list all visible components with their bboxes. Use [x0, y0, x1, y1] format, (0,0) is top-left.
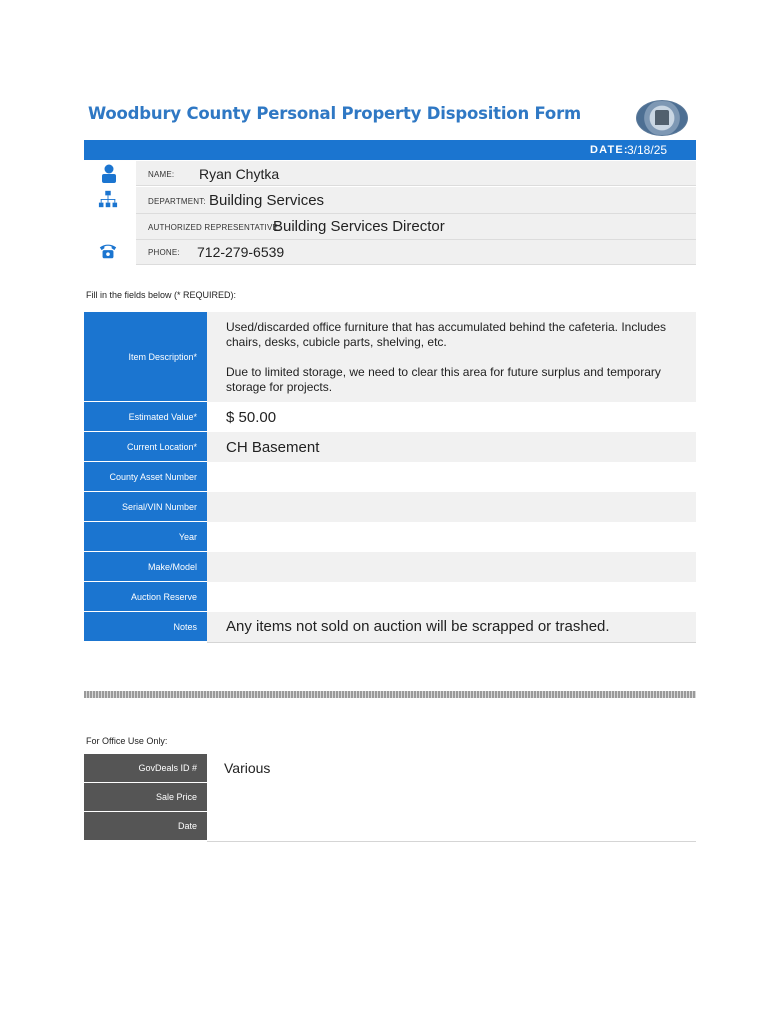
name-row[interactable] — [136, 161, 696, 186]
name-value[interactable]: Ryan Chytka — [199, 166, 280, 182]
notes-label: Notes — [84, 612, 207, 642]
year-label: Year — [84, 522, 207, 552]
auction-reserve-field[interactable] — [207, 582, 696, 613]
item-description-label: Item Description* — [84, 312, 207, 402]
item-description-field[interactable] — [207, 312, 696, 403]
govdeals-id-field[interactable] — [207, 754, 696, 784]
date-label: DATE: — [590, 144, 629, 156]
item-description-line2: Due to limited storage, we need to clear this area for future surplus and temporary storage for projects. — [226, 365, 661, 394]
phone-value[interactable]: 712-279-6539 — [197, 244, 285, 260]
estimated-value-value: $ 50.00 — [226, 409, 277, 426]
serial-number-label: Serial/VIN Number — [84, 492, 207, 522]
form-title: Woodbury County Personal Property Disposition Form — [88, 104, 582, 123]
phone-label: PHONE: — [148, 248, 180, 257]
county-seal-icon — [636, 100, 688, 136]
make-model-field[interactable] — [207, 552, 696, 583]
auction-reserve-label: Auction Reserve — [84, 582, 207, 612]
office-date-label: Date — [84, 812, 207, 841]
department-row[interactable] — [136, 187, 696, 214]
asset-number-field[interactable] — [207, 462, 696, 493]
department-value[interactable]: Building Services — [209, 192, 325, 209]
instructions-text: Fill in the fields below (* REQUIRED): — [86, 290, 237, 300]
org-chart-icon — [98, 189, 118, 209]
date-value[interactable]: 3/18/25 — [627, 143, 668, 157]
asset-number-label: County Asset Number — [84, 462, 207, 492]
representative-value[interactable]: Building Services Director — [273, 218, 445, 235]
govdeals-id-label: GovDeals ID # — [84, 754, 207, 783]
current-location-label: Current Location* — [84, 432, 207, 462]
representative-label: AUTHORIZED REPRESENTATIVE: — [148, 223, 281, 232]
representative-row[interactable] — [136, 214, 696, 240]
phone-icon — [98, 241, 118, 261]
name-label: NAME: — [148, 170, 175, 179]
department-label: DEPARTMENT: — [148, 197, 206, 206]
current-location-value: CH Basement — [226, 439, 320, 456]
serial-number-field[interactable] — [207, 492, 696, 523]
current-location-field[interactable] — [207, 432, 696, 463]
year-field[interactable] — [207, 522, 696, 553]
make-model-label: Make/Model — [84, 552, 207, 582]
sale-price-field[interactable] — [207, 783, 696, 813]
notes-field[interactable] — [207, 612, 696, 643]
estimated-value-field[interactable] — [207, 402, 696, 433]
person-icon — [99, 163, 119, 183]
office-date-field[interactable] — [207, 812, 696, 842]
office-use-heading: For Office Use Only: — [86, 736, 168, 746]
notes-value: Any items not sold on auction will be scrapped or trashed. — [226, 618, 610, 635]
phone-row[interactable] — [136, 240, 696, 265]
sale-price-label: Sale Price — [84, 783, 207, 812]
item-description-line1: Used/discarded office furniture that has accumulated behind the cafeteria. Includes chairs, desks, cubicle parts, shelving, etc. — [226, 320, 667, 349]
section-divider — [84, 691, 696, 698]
govdeals-id-value: Various — [224, 760, 271, 776]
estimated-value-label: Estimated Value* — [84, 402, 207, 432]
